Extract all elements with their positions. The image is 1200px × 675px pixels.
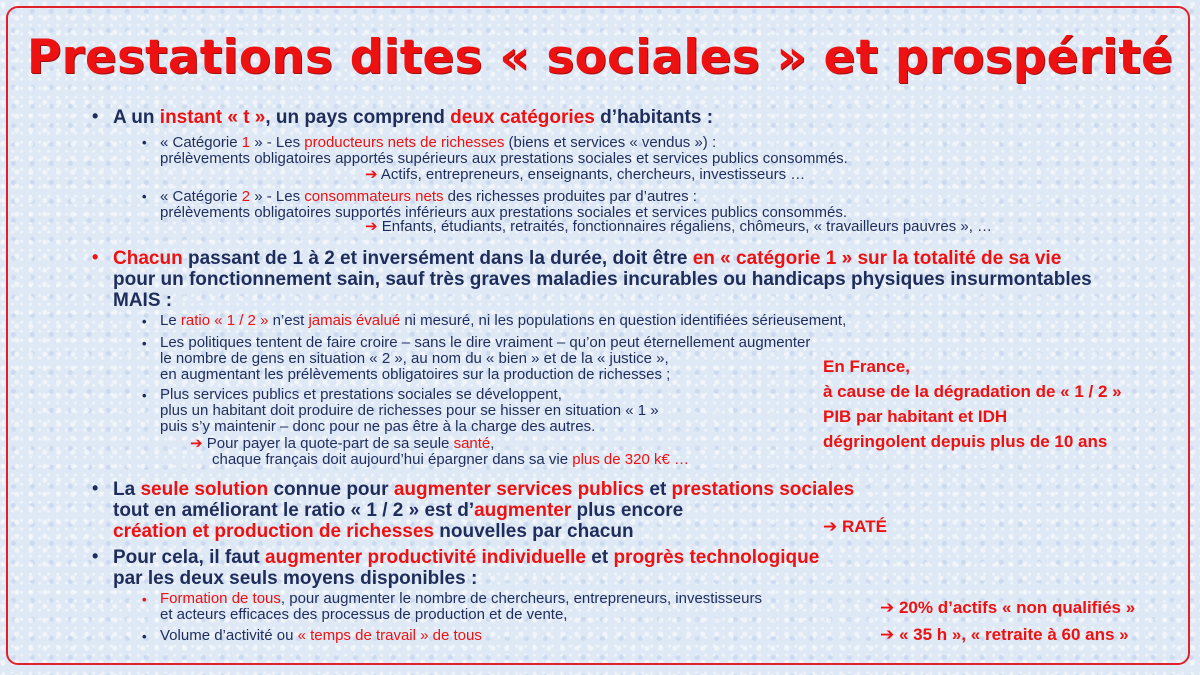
france-note: En France, à cause de la dégradation de « 1 / 2 » PIB par habitant et IDH dégringolent depuis plus de 10 ans xyxy=(823,357,1122,451)
bullet-2-dot: • xyxy=(92,247,99,267)
sub-4-1-dot: • xyxy=(142,592,147,607)
verdict-non-qualifies: ➔ 20% d’actifs « non qualifiés » xyxy=(880,598,1136,617)
arrow-icon: ➔ xyxy=(365,218,378,235)
sub-2-1-dot: • xyxy=(142,314,147,329)
bullet-1-dot: • xyxy=(92,106,99,126)
sub-1-2-dot: • xyxy=(142,189,147,204)
sub-2-3-sante: ➔ Pour payer la quote-part de sa seule santé, chaque français doit aujourd’hui épargner dans sa vie plus de 320 k€ … xyxy=(190,435,689,468)
sub-1-1-dot: • xyxy=(142,135,147,150)
sub-1-2-examples: ➔ Enfants, étudiants, retraités, fonctionnaires régaliens, chômeurs, « travailleurs pauvres », … xyxy=(365,218,993,235)
bullet-1-text: A un instant « t », un pays comprend deux catégories d’habitants : xyxy=(113,107,714,128)
arrow-icon: ➔ xyxy=(190,435,203,452)
verdict-rate: ➔ RATÉ xyxy=(823,517,887,536)
sub-1-1-examples: ➔ Actifs, entrepreneurs, enseignants, chercheurs, investisseurs … xyxy=(365,166,806,183)
bullet-3-dot: • xyxy=(92,478,99,498)
sub-2-1-text: Le ratio « 1 / 2 » n’est jamais évalué ni mesuré, ni les populations en question identifiées sérieusement, xyxy=(160,312,847,329)
verdict-35h: ➔ « 35 h », « retraite à 60 ans » xyxy=(880,625,1129,644)
sub-2-2-dot: • xyxy=(142,336,147,351)
sub-2-3-dot: • xyxy=(142,388,147,403)
sub-1-1-text: « Catégorie 1 » - Les producteurs nets de richesses (biens et services « vendus ») : prélèvements obligatoires apportés supérieurs aux prestations sociales et services publics consommés. xyxy=(160,134,848,167)
sub-4-2-text: Volume d’activité ou « temps de travail » de tous xyxy=(160,627,482,644)
sub-1-2-text: « Catégorie 2 » - Les consommateurs nets des richesses produites par d’autres : prélèvements obligatoires supportés inférieurs aux prestations sociales et services publics consommés. xyxy=(160,188,847,221)
sub-2-3-text: Plus services publics et prestations sociales se développent, plus un habitant doit produire de richesses pour se hisser en situation « 1 » puis s’y maintenir – donc pour ne pas être à la charge des autres. xyxy=(160,386,659,435)
slide-title: Prestations dites « sociales » et prospérité xyxy=(26,30,1174,85)
sub-4-2-dot: • xyxy=(142,629,147,644)
sub-4-1-text: Formation de tous, pour augmenter le nombre de chercheurs, entrepreneurs, investisseurs et acteurs efficaces des processus de production et de vente, xyxy=(160,590,762,623)
bullet-4-dot: • xyxy=(92,546,99,566)
arrow-icon: ➔ xyxy=(365,166,378,183)
bullet-2-text: Chacun passant de 1 à 2 et inversément dans la durée, doit être en « catégorie 1 » sur la totalité de sa vie pour un fonctionnement sain, sauf très graves maladies incurables ou handicaps physiques insurmontables MAIS : xyxy=(113,248,1092,311)
sub-2-2-text: Les politiques tentent de faire croire – sans le dire vraiment – qu’on peut éternellement augmenter le nombre de gens en situation « 2 », au nom du « bien » et de la « justice », en augmentant les prélèvements obligatoires sur la production de richesses ; xyxy=(160,334,811,383)
bullet-4-text: Pour cela, il faut augmenter productivité individuelle et progrès technologique par les deux seuls moyens disponibles : xyxy=(113,547,820,589)
bullet-3-text: La seule solution connue pour augmenter services publics et prestations sociales tout en améliorant le ratio « 1 / 2 » est d’augmenter plus encore création et production de richesses nouvelles par chacun xyxy=(113,479,855,542)
